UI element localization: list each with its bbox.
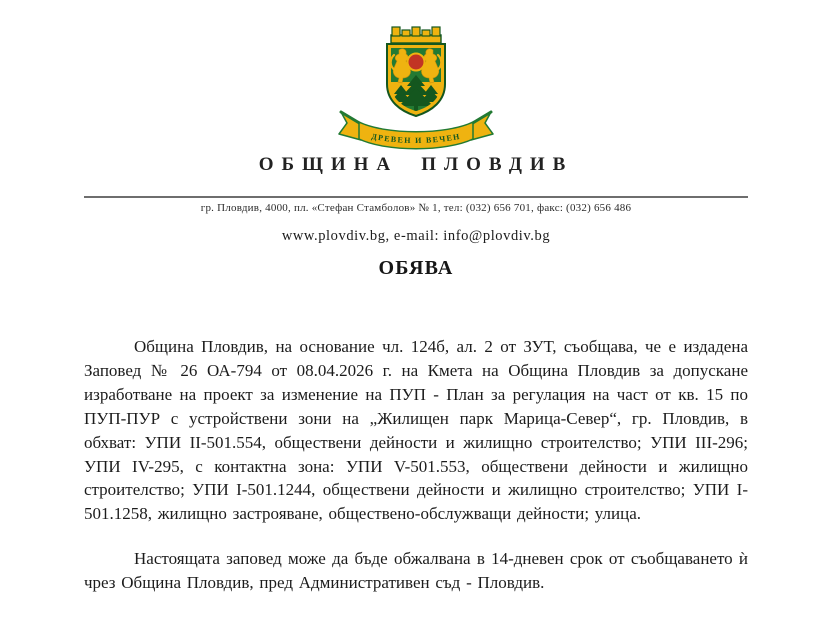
organization-name: ОБЩИНА ПЛОВДИВ	[258, 154, 574, 175]
coat-of-arms-icon	[331, 22, 501, 158]
plovdiv-coat-of-arms	[331, 22, 501, 158]
document-body	[84, 335, 748, 595]
motto-ribbon-icon	[339, 112, 493, 149]
contact-line: www.plovdiv.bg, e-mail: info@plovdiv.bg	[281, 228, 551, 244]
paragraph-order-details: Община Пловдив, на основание чл. 124б, ал. 2 от ЗУТ, съобщава, че е издадена Заповед № 26 ОА-794 от 08.04.2026 г. на Кмета на Община Пловдив за допускане изработване на проект за изменение на ПУП - План за регулация на част от кв. 15 по ПУП-ПУР с устройствени зони на „Жилищен парк Марица-Север“, гр. Пловдив, в обхват: УПИ II-501.554, обществени дейности и жилищно строителство; УПИ III-296; УПИ IV-295, с контактна зона: УПИ V-501.553, обществени дейности и жилищно строителство; УПИ I-501.1244, обществени дейности и жилищно строителство; УПИ I-501.1258, жилищно застрояване, обществено-обслужващи дейности; улица.	[84, 337, 748, 524]
mural-crown-icon	[391, 27, 441, 43]
document-title: ОБЯВА	[378, 257, 454, 279]
shield-icon	[387, 44, 445, 116]
motto-text: ДРЕВЕН И ВЕЧЕН	[370, 131, 462, 146]
paragraph-appeal-notice: Настоящата заповед може да бъде обжалвана в 14-дневен срок от съобщаването ѝ чрез Община Пловдив, пред Административен съд - Пловдив.	[84, 549, 748, 593]
address-line: гр. Пловдив, 4000, пл. «Стефан Стамболов» № 1, тел: (032) 656 701, факс: (032) 656 486	[200, 202, 632, 214]
header-divider	[84, 196, 748, 198]
